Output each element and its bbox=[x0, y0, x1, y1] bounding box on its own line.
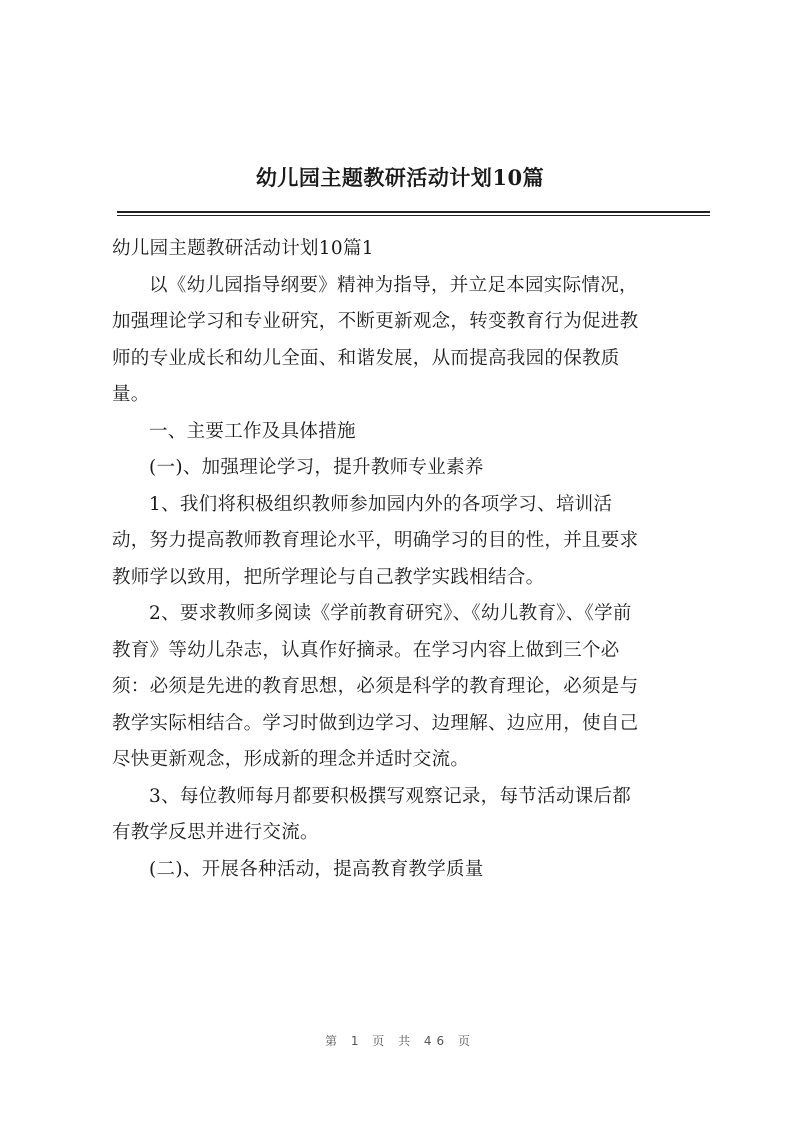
paragraph-line: 以《幼儿园指导纲要》精神为指导，并立足本园实际情况， bbox=[149, 274, 638, 296]
paragraph-line: (二)、开展各种活动，提高教育教学质量 bbox=[149, 858, 484, 880]
section-heading: 幼儿园主题教研活动计划10篇1 bbox=[112, 238, 374, 259]
page-footer: 第 1 页 共 46 页 bbox=[325, 1034, 475, 1048]
paragraph-line: 须：必须是先进的教育思想，必须是科学的教育理论，必须是与 bbox=[112, 676, 639, 697]
paragraph-line: 师的专业成长和幼儿全面、和谐发展，从而提高我园的保教质 bbox=[112, 347, 620, 369]
paragraph-line: 一、主要工作及具体措施 bbox=[149, 420, 356, 442]
paragraph-line: 有教学反思并进行交流。 bbox=[112, 822, 319, 843]
paragraph-line: 教师学以致用，把所学理论与自己教学实践相结合。 bbox=[112, 566, 545, 588]
paragraph-line: 动，努力提高教师教育理论水平，明确学习的目的性，并且要求 bbox=[112, 530, 639, 551]
paragraph-line: 教学实际相结合。学习时做到边学习、边理解、边应用，使自己 bbox=[112, 712, 639, 734]
paragraph-line: (一)、加强理论学习，提升教师专业素养 bbox=[149, 457, 484, 478]
paragraph-line: 尽快更新观念，形成新的理念并适时交流。 bbox=[112, 749, 470, 770]
paragraph-line: 3、每位教师每月都要积极撰写观察记录，每节活动课后都 bbox=[149, 785, 632, 807]
title-rule-thin bbox=[117, 215, 710, 216]
document-title: 幼儿园主题教研活动计划10篇 bbox=[255, 165, 545, 190]
title-rule-thick bbox=[117, 211, 710, 213]
paragraph-line: 1、我们将积极组织教师参加园内外的各项学习、培训活 bbox=[149, 493, 613, 515]
paragraph-line: 加强理论学习和专业研究，不断更新观念，转变教育行为促进教 bbox=[112, 311, 639, 332]
paragraph-line: 教育》等幼儿杂志，认真作好摘录。在学习内容上做到三个必 bbox=[112, 639, 620, 661]
paragraph-line: 量。 bbox=[112, 384, 150, 405]
paragraph-line: 2、要求教师多阅读《学前教育研究》、《幼儿教育》、《学前 bbox=[149, 603, 632, 624]
document-body bbox=[112, 231, 710, 888]
